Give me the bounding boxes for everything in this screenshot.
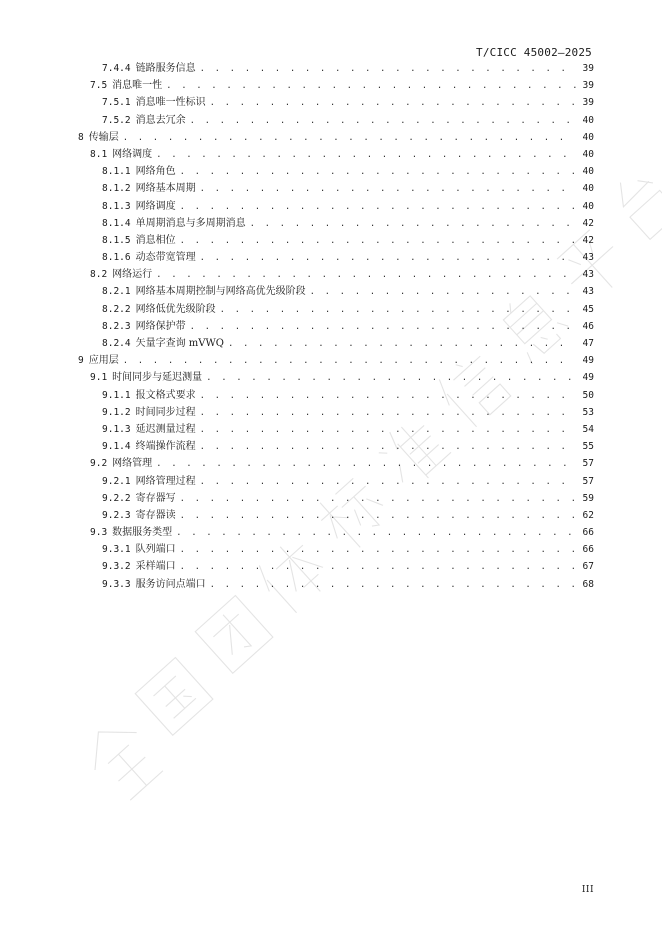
toc-entry[interactable]	[72, 352, 594, 369]
toc-dot-leader	[310, 284, 576, 301]
toc-entry[interactable]	[72, 558, 594, 575]
toc-dot-leader	[220, 302, 576, 319]
toc-entry-page: 39	[582, 63, 594, 74]
toc-dot-leader	[180, 233, 576, 250]
toc-entry-page: 54	[582, 423, 594, 435]
toc-entry-title: 报文格式要求	[135, 389, 196, 401]
toc-entry-title: 队列端口	[135, 544, 176, 556]
toc-entry-page: 43	[582, 269, 594, 281]
toc-entry-page: 50	[582, 389, 594, 401]
toc-dot-leader	[180, 491, 576, 508]
toc-dot-leader	[200, 405, 576, 422]
toc-entry-page: 39	[582, 97, 594, 109]
toc-entry-number: 9.3.3	[102, 578, 131, 590]
toc-dot-leader	[156, 147, 576, 164]
toc-dot-leader	[176, 525, 576, 542]
toc-entry-title: 消息唯一性标识	[135, 97, 206, 109]
toc-entry-page: 42	[582, 234, 594, 246]
toc-entry-number: 8.2.3	[102, 320, 131, 332]
toc-entry-page: 68	[582, 578, 594, 590]
toc-entry-page: 40	[582, 114, 594, 126]
toc-entry-title: 终端操作流程	[135, 441, 196, 453]
toc-entry-number: 7.4.4	[102, 63, 131, 74]
toc-dot-leader	[190, 319, 576, 336]
toc-entry-number: 8.2	[90, 269, 108, 281]
toc-entry-page: 53	[582, 406, 594, 418]
toc-entry[interactable]	[72, 163, 594, 180]
toc-entry-title: 网络基本周期	[135, 183, 196, 195]
toc-entry-title: 网络运行	[112, 269, 153, 281]
toc-entry-page: 67	[582, 561, 594, 573]
toc-entry-title: 网络调度	[135, 200, 176, 212]
toc-entry-title: 矢量字查询 mVWQ	[135, 338, 224, 349]
toc-entry[interactable]	[72, 112, 594, 129]
toc-dot-leader	[200, 388, 576, 405]
toc-dot-leader	[200, 181, 576, 198]
toc-entry[interactable]	[72, 249, 594, 266]
toc-dot-leader	[156, 456, 576, 473]
toc-entry-number: 8.1.6	[102, 252, 131, 264]
toc-dot-leader	[180, 559, 576, 576]
toc-entry-page: 40	[582, 200, 594, 212]
toc-entry[interactable]	[72, 60, 594, 77]
toc-entry[interactable]	[72, 266, 594, 283]
toc-entry[interactable]	[72, 215, 594, 232]
toc-entry[interactable]	[72, 541, 594, 558]
toc-entry-title: 延迟测量过程	[135, 423, 196, 435]
toc-entry-number: 7.5	[90, 80, 108, 92]
toc-entry-number: 8.1	[90, 148, 108, 160]
toc-dot-leader	[228, 336, 576, 353]
toc-entry-number: 9.1	[90, 372, 108, 384]
toc-entry[interactable]	[72, 507, 594, 524]
toc-entry-page: 39	[582, 80, 594, 92]
toc-entry[interactable]	[72, 94, 594, 111]
toc-entry-page: 46	[582, 320, 594, 332]
toc-entry-page: 55	[582, 441, 594, 453]
toc-entry-title: 链路服务信息	[135, 63, 196, 74]
toc-entry-title: 应用层	[88, 355, 119, 367]
toc-entry-page: 49	[582, 372, 594, 384]
toc-dot-leader	[180, 164, 576, 181]
toc-entry-page: 59	[582, 492, 594, 504]
toc-entry-title: 寄存器读	[135, 509, 176, 521]
toc-entry-title: 消息相位	[135, 234, 176, 246]
toc-entry-title: 传输层	[88, 131, 119, 143]
page-number: III	[581, 885, 594, 895]
toc-entry[interactable]	[72, 524, 594, 541]
toc-entry-number: 9.1.3	[102, 423, 131, 435]
toc-entry-number: 7.5.2	[102, 114, 131, 126]
toc-entry-number: 9.2.2	[102, 492, 131, 504]
toc-entry-number: 9.1.4	[102, 441, 131, 453]
toc-entry[interactable]	[72, 421, 594, 438]
toc-entry-page: 66	[582, 527, 594, 539]
toc-entry[interactable]	[72, 387, 594, 404]
toc-entry-number: 9.1.1	[102, 389, 131, 401]
toc-dot-leader	[206, 370, 576, 387]
toc-entry-page: 66	[582, 544, 594, 556]
toc-dot-leader	[156, 267, 576, 284]
toc-entry[interactable]	[72, 369, 594, 386]
toc-dot-leader	[250, 216, 576, 233]
toc-entry-title: 网络管理过程	[135, 475, 196, 487]
toc-dot-leader	[200, 250, 576, 267]
toc-entry-number: 8.1.2	[102, 183, 131, 195]
toc-entry-page: 42	[582, 217, 594, 229]
toc-dot-leader	[166, 78, 576, 95]
toc-dot-leader	[180, 542, 576, 559]
toc-entry-number: 8.1.5	[102, 234, 131, 246]
toc-entry-number: 8	[78, 131, 84, 143]
toc-entry[interactable]	[72, 404, 594, 421]
toc-entry-page: 40	[582, 183, 594, 195]
toc-entry-title: 寄存器写	[135, 492, 176, 504]
toc-entry-title: 网络基本周期控制与网络高优先级阶段	[135, 286, 306, 298]
toc-entry-page: 43	[582, 252, 594, 264]
toc-entry[interactable]	[72, 232, 594, 249]
toc-entry-title: 采样端口	[135, 561, 176, 573]
toc-dot-leader	[210, 95, 576, 112]
toc-dot-leader	[123, 353, 576, 370]
toc-entry-title: 网络调度	[112, 148, 153, 160]
toc-entry-number: 8.1.3	[102, 200, 131, 212]
toc-entry-page: 40	[582, 148, 594, 160]
watermark-glyph	[135, 658, 213, 736]
toc-dot-leader	[180, 508, 576, 525]
toc-entry-page: 47	[582, 338, 594, 349]
toc-entry-number: 8.1.4	[102, 217, 131, 229]
toc-entry-number: 9.1.2	[102, 406, 131, 418]
toc-entry-page: 40	[582, 131, 594, 143]
toc-entry-page: 57	[582, 458, 594, 470]
toc-entry-page: 45	[582, 303, 594, 315]
toc-entry-page: 43	[582, 286, 594, 298]
toc-entry-title: 服务访问点端口	[135, 578, 206, 590]
toc-entry[interactable]	[72, 438, 594, 455]
toc-entry-number: 9.3.1	[102, 544, 131, 556]
toc-entry-title: 网络角色	[135, 166, 176, 178]
toc-entry[interactable]	[72, 129, 594, 146]
toc-entry-page: 62	[582, 509, 594, 521]
table-of-contents	[72, 60, 594, 593]
toc-entry[interactable]	[72, 77, 594, 94]
toc-dot-leader	[200, 422, 576, 439]
toc-entry[interactable]	[72, 335, 594, 352]
toc-entry-page: 40	[582, 166, 594, 178]
toc-entry-title: 动态带宽管理	[135, 252, 196, 264]
toc-entry-title: 单周期消息与多周期消息	[135, 217, 246, 229]
document-code: T/CICC 45002—2025	[476, 46, 592, 59]
watermark-glyph	[609, 167, 662, 240]
toc-entry-title: 消息唯一性	[112, 80, 163, 92]
toc-entry-title: 消息去冗余	[135, 114, 186, 126]
toc-entry-number: 8.2.2	[102, 303, 131, 315]
toc-entry[interactable]	[72, 455, 594, 472]
toc-entry[interactable]	[72, 490, 594, 507]
toc-entry-number: 8.2.1	[102, 286, 131, 298]
toc-dot-leader	[200, 61, 576, 78]
toc-entry-number: 8.2.4	[102, 338, 131, 349]
toc-entry-title: 时间同步与延迟测量	[112, 372, 203, 384]
toc-entry-number: 9.2.3	[102, 509, 131, 521]
toc-entry-number: 7.5.1	[102, 97, 131, 109]
toc-entry-title: 网络低优先级阶段	[135, 303, 216, 315]
toc-dot-leader	[200, 474, 576, 491]
toc-entry[interactable]	[72, 576, 594, 593]
toc-dot-leader	[190, 113, 576, 130]
toc-entry-number: 8.1.1	[102, 166, 131, 178]
watermark-glyph	[78, 713, 168, 804]
toc-entry-title: 网络管理	[112, 458, 153, 470]
toc-entry[interactable]	[72, 473, 594, 490]
toc-entry-page: 57	[582, 475, 594, 487]
toc-dot-leader	[180, 199, 576, 216]
toc-dot-leader	[210, 577, 576, 594]
toc-entry[interactable]	[72, 146, 594, 163]
toc-entry-number: 9.2.1	[102, 475, 131, 487]
toc-entry-number: 9.3	[90, 527, 108, 539]
toc-entry[interactable]	[72, 301, 594, 318]
toc-entry[interactable]	[72, 180, 594, 197]
toc-entry-number: 9.3.2	[102, 561, 131, 573]
toc-entry[interactable]	[72, 283, 594, 300]
toc-entry-title: 时间同步过程	[135, 406, 196, 418]
toc-entry-number: 9	[78, 355, 84, 367]
toc-dot-leader	[123, 130, 576, 147]
watermark-glyph	[195, 596, 273, 674]
toc-entry-page: 49	[582, 355, 594, 367]
toc-entry[interactable]	[72, 198, 594, 215]
toc-entry-title: 网络保护带	[135, 320, 186, 332]
toc-entry-title: 数据服务类型	[112, 527, 173, 539]
toc-entry[interactable]	[72, 318, 594, 335]
toc-entry-number: 9.2	[90, 458, 108, 470]
toc-dot-leader	[200, 439, 576, 456]
